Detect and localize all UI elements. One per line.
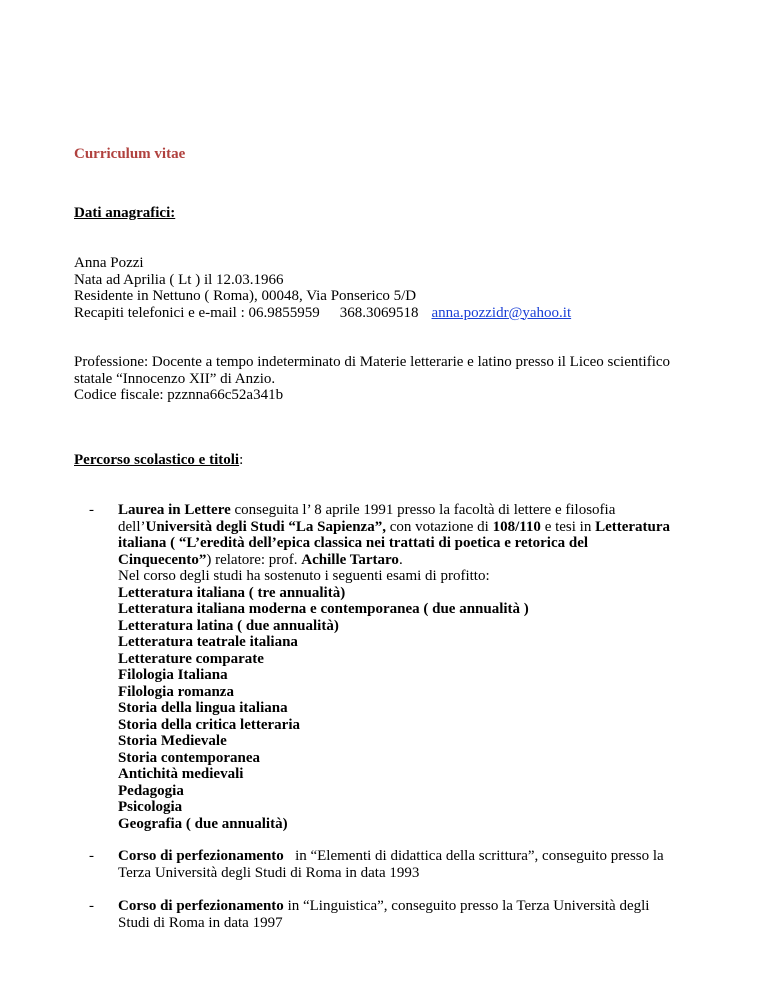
advisor-name: Achille Tartaro <box>301 551 399 568</box>
email-link[interactable]: anna.pozzidr@yahoo.it <box>431 304 572 321</box>
list-item: Storia della lingua italiana <box>118 700 288 716</box>
list-item: Storia della critica letteraria <box>118 716 301 733</box>
laurea-text: dell’ <box>118 518 146 535</box>
list-bullet-dash: - <box>89 502 94 518</box>
list-item: Geografia ( due annualità) <box>118 815 288 832</box>
residence-info: Residente in Nettuno ( Roma), 00048, Via Ponserico 5/D <box>74 288 417 304</box>
laurea-line-3: italiana ( “L’eredità dell’epica classica nei trattati di poetica e retorica del <box>118 535 589 551</box>
list-item: Letteratura italiana moderna e contemporanea ( due annualità ) <box>118 601 529 617</box>
list-item: Storia Medievale <box>118 733 227 749</box>
thesis-title-end: Cinquecento” <box>118 551 207 568</box>
laurea-text: . <box>398 551 403 568</box>
professione-block <box>74 354 670 404</box>
list-bullet-dash: - <box>89 848 94 864</box>
codice-fiscale: Codice fiscale: pzznna66c52a341b <box>74 387 284 403</box>
list-item: Filologia romanza <box>118 683 234 700</box>
list-item: Letteratura italiana ( tre annualità) <box>118 584 346 601</box>
contacts-line <box>74 305 571 322</box>
thesis-subject: Letteratura <box>595 518 671 535</box>
list-item: Filologia Italiana <box>118 667 228 683</box>
list-item: Pedagogia <box>118 782 184 799</box>
exam-list <box>118 585 670 833</box>
corso-item-1 <box>118 848 664 881</box>
percorso-heading-text: Percorso scolastico e titoli <box>74 452 240 468</box>
corso-2-line-2: Studi di Roma in data 1997 <box>118 914 283 931</box>
laurea-degree: Laurea in Lettere <box>118 502 231 518</box>
birth-info: Nata ad Aprilia ( Lt ) il 12.03.1966 <box>74 271 284 288</box>
dati-anagrafici-block <box>74 255 571 321</box>
percorso-heading-colon: : <box>239 452 244 468</box>
phone-number: Recapiti telefonici e e-mail : 06.9855959 <box>74 304 320 321</box>
laurea-line-2 <box>118 519 670 536</box>
laurea-line-5: Nel corso degli studi ha sostenuto i seguenti esami di profitto: <box>118 568 490 584</box>
laurea-date-text: conseguita l’ 8 aprile 1991 presso la facoltà di lettere e filosofia <box>230 502 616 518</box>
dati-anagrafici-heading: Dati anagrafici: <box>74 205 176 221</box>
list-item: Antichità medievali <box>118 766 244 782</box>
list-item: Psicologia <box>118 799 183 815</box>
profession-line-2: statale “Innocenzo XII” di Anzio. <box>74 370 276 387</box>
corso-title: Corso di perfezionamento <box>118 848 284 864</box>
corso-title: Corso di perfezionamento <box>118 898 284 914</box>
list-item: Letterature comparate <box>118 650 264 667</box>
profession-line-1: Professione: Docente a tempo indeterminato di Materie letterarie e latino presso il Liceo scientifico <box>74 354 671 370</box>
corso-text: in “Linguistica”, conseguito presso la Terza Università degli <box>283 898 650 914</box>
laurea-item <box>118 502 670 832</box>
list-item: Letteratura latina ( due annualità) <box>118 617 339 634</box>
list-bullet-dash: - <box>89 898 94 914</box>
laurea-line-1 <box>118 502 670 519</box>
laurea-text: ) relatore: prof. <box>206 551 302 568</box>
laurea-text: e tesi in <box>540 518 596 535</box>
document-title: Curriculum vitae <box>74 146 186 162</box>
mobile-number: 368.3069518 <box>339 304 419 321</box>
university-name: Università degli Studi “La Sapienza”, <box>145 518 386 535</box>
laurea-grade: 108/110 <box>492 518 541 535</box>
laurea-text: con votazione di <box>385 518 493 535</box>
corso-text: in “Elementi di didattica della scrittura”, conseguito presso la <box>283 848 664 864</box>
list-item: Letteratura teatrale italiana <box>118 634 298 650</box>
percorso-heading <box>74 452 243 469</box>
corso-2-line-1 <box>118 898 649 915</box>
laurea-line-4 <box>118 552 670 569</box>
person-name: Anna Pozzi <box>74 255 144 271</box>
corso-1-line-1 <box>118 848 664 865</box>
list-item: Storia contemporanea <box>118 749 261 766</box>
corso-item-2 <box>118 898 649 931</box>
corso-1-line-2: Terza Università degli Studi di Roma in data 1993 <box>118 864 420 881</box>
